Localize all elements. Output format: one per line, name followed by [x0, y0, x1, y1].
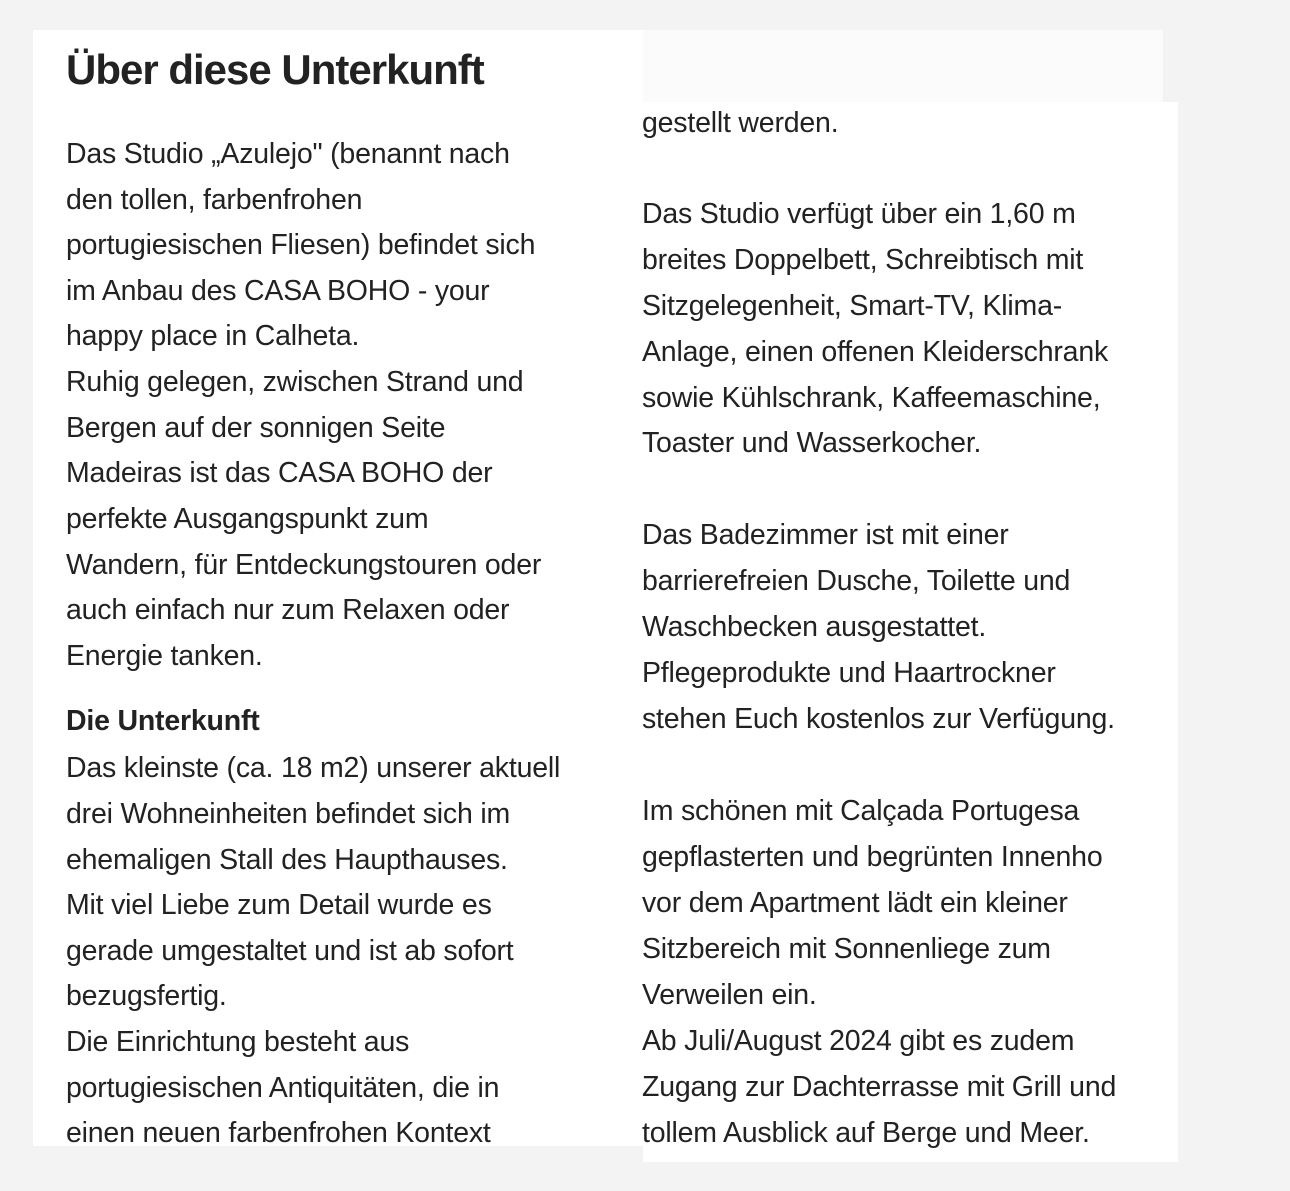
text-line: barrierefreien Dusche, Toilette und	[642, 565, 1071, 597]
text-line: portugiesischen Antiquitäten, die in	[66, 1072, 500, 1104]
text-line: einen neuen farbenfrohen Kontext	[66, 1117, 491, 1149]
text-line: Wandern, für Entdeckungstouren oder	[66, 549, 542, 581]
text-line: Das Studio verfügt über ein 1,60 m	[642, 198, 1076, 230]
text-line: auch einfach nur zum Relaxen oder	[66, 594, 510, 626]
text-line: drei Wohneinheiten befindet sich im	[66, 798, 510, 830]
text-line: Energie tanken.	[66, 640, 263, 672]
subheading-die-unterkunft: Die Unterkunft	[66, 705, 260, 737]
text-line: gerade umgestaltet und ist ab sofort	[66, 935, 514, 967]
text-line: Anlage, einen offenen Kleiderschrank	[642, 336, 1109, 368]
text-line: Das Badezimmer ist mit einer	[642, 519, 1009, 551]
text-line: happy place in Calheta.	[66, 320, 360, 352]
text-line: Bergen auf der sonnigen Seite	[66, 412, 446, 444]
text-line: gepflasterten und begrünten Innenho	[642, 841, 1103, 873]
text-line: Ruhig gelegen, zwischen Strand und	[66, 366, 524, 398]
text-line: Toaster und Wasserkocher.	[642, 427, 982, 459]
text-line: gestellt werden.	[642, 107, 839, 139]
text-line: Madeiras ist das CASA BOHO der	[66, 457, 493, 489]
text-line: Die Einrichtung besteht aus	[66, 1026, 410, 1058]
text-line: Ab Juli/August 2024 gibt es zudem	[642, 1025, 1075, 1057]
text-line: stehen Euch kostenlos zur Verfügung.	[642, 703, 1115, 735]
right-top-panel	[643, 30, 1163, 102]
text-line: Mit viel Liebe zum Detail wurde es	[66, 889, 492, 921]
text-line: im Anbau des CASA BOHO - your	[66, 275, 490, 307]
text-line: den tollen, farbenfrohen	[66, 184, 363, 216]
text-line: ehemaligen Stall des Haupthauses.	[66, 844, 508, 876]
text-line: Sitzgelegenheit, Smart-TV, Klima-	[642, 290, 1063, 322]
text-line: Pflegeprodukte und Haartrockner	[642, 657, 1056, 689]
text-line: bezugsfertig.	[66, 980, 227, 1012]
text-line: Sitzbereich mit Sonnenliege zum	[642, 933, 1051, 965]
text-line: breites Doppelbett, Schreibtisch mit	[642, 244, 1084, 276]
section-title: Über diese Unterkunft	[66, 46, 484, 93]
text-line: portugiesischen Fliesen) befindet sich	[66, 229, 536, 261]
text-line: Zugang zur Dachterrasse mit Grill und	[642, 1071, 1117, 1103]
text-line: Das kleinste (ca. 18 m2) unserer aktuell	[66, 752, 561, 784]
text-line: vor dem Apartment lädt ein kleiner	[642, 887, 1068, 919]
text-line: tollem Ausblick auf Berge und Meer.	[642, 1117, 1090, 1149]
text-line: perfekte Ausgangspunkt zum	[66, 503, 429, 535]
text-line: Waschbecken ausgestattet.	[642, 611, 987, 643]
text-line: Im schönen mit Calçada Portugesa	[642, 795, 1080, 827]
text-line: Verweilen ein.	[642, 979, 817, 1011]
text-line: Das Studio „Azulejo" (benannt nach	[66, 138, 510, 170]
text-line: sowie Kühlschrank, Kaffeemaschine,	[642, 382, 1101, 414]
